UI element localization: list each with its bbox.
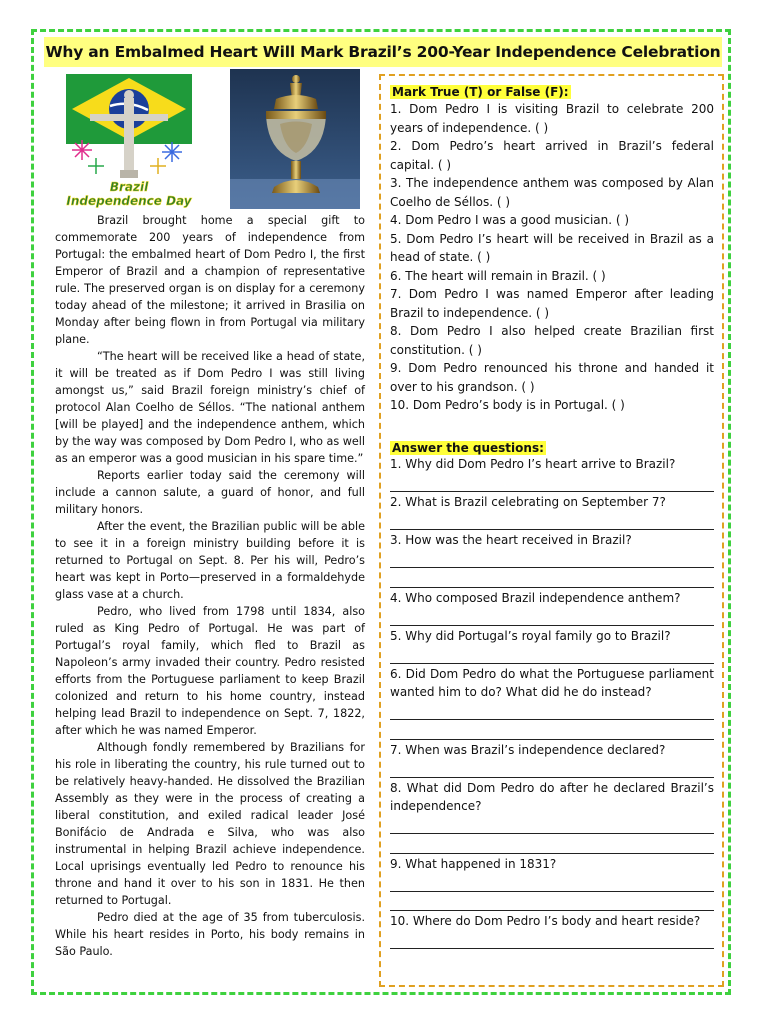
question-item	[390, 912, 714, 949]
question-item	[390, 665, 714, 740]
flag-caption-line2: Independence Day	[66, 194, 192, 208]
answer-line[interactable]	[390, 759, 714, 778]
true-false-list	[390, 100, 714, 415]
tf-item: 6. The heart will remain in Brazil. ( )	[390, 268, 606, 283]
article-paragraph: Pedro, who lived from 1798 until 1834, also ruled as King Pedro of Portugal. He was part of Portugal’s royal family, which fled to Brazil as Napoleon’s army invaded their country. Pedro resisted efforts from the Portuguese parliament to keep Brazil colonized and return to his home country, instead helping lead Brazil to independence on Sept. 7, 1822, after which he was named Emperor.	[55, 605, 365, 737]
article-paragraph: Pedro died at the age of 35 from tuberculosis. While his heart resides in Porto, his body remains in São Paulo.	[55, 911, 365, 958]
answer-line[interactable]	[390, 512, 714, 531]
answer-line[interactable]	[390, 721, 714, 740]
answer-line[interactable]	[390, 816, 714, 835]
question-item	[390, 779, 714, 854]
question-text: 7. When was Brazil’s independence declared?	[390, 742, 666, 757]
tf-item: 4. Dom Pedro I was a good musician. ( )	[390, 213, 630, 227]
answer-line[interactable]	[390, 835, 714, 854]
article-paragraph: Although fondly remembered by Brazilians for his role in liberating the country, his rule turned out to be relatively heavy-handed. He dissolved the Brazilian Assembly as they were in the process of creating a liberal constitution, and exiled radical leader José Bonifácio de Andrada e Silva, who was also instrumental in helping Brazil achieve independence. Local uprisings eventually led Pedro to renounce his throne and hand it over to his son in 1831. He then returned to Portugal.	[55, 741, 365, 907]
article-paragraph: Brazil brought home a special gift to commemorate 200 years of independence from Portugal: the embalmed heart of Dom Pedro I, the first Emperor of Brazil and a champion of representative rule. The preserved organ is on display for a ceremony today ahead of the milestone; it arrived in Brasilia on Monday after being flown in from Portugal via military plane.	[55, 214, 365, 346]
question-item	[390, 589, 714, 626]
question-text: 3. How was the heart received in Brazil?	[390, 533, 632, 547]
question-text: 8. What did Dom Pedro do after he declared Brazil’s independence?	[390, 780, 714, 813]
question-text: 2. What is Brazil celebrating on September 7?	[390, 495, 666, 509]
questions-heading: Answer the questions:	[392, 441, 544, 455]
tf-item: 9. Dom Pedro renounced his throne and handed it over to his grandson. ( )	[390, 361, 714, 394]
flag-caption-line1: Brazil	[109, 180, 149, 194]
article-paragraph: Reports earlier today said the ceremony will include a cannon salute, a guard of honor, and full military honors.	[55, 469, 365, 516]
tf-item: 8. Dom Pedro I also helped create Brazilian first constitution. ( )	[390, 324, 714, 357]
article-text	[55, 212, 365, 960]
question-item	[390, 455, 714, 492]
question-text: 5. Why did Portugal’s royal family go to Brazil?	[390, 628, 671, 643]
answer-line[interactable]	[390, 645, 714, 664]
answer-line[interactable]	[390, 873, 714, 892]
question-text: 10. Where do Dom Pedro I’s body and heart reside?	[390, 914, 701, 928]
true-false-heading: Mark True (T) or False (F):	[392, 85, 569, 99]
question-item	[390, 493, 714, 530]
answer-line[interactable]	[390, 607, 714, 626]
tf-item: 1. Dom Pedro I is visiting Brazil to celebrate 200 years of independence. ( )	[390, 102, 714, 135]
answer-line[interactable]	[390, 569, 714, 588]
worksheet-title: Why an Embalmed Heart Will Mark Brazil’s 200-Year Independence Celebration	[44, 37, 722, 67]
answer-line[interactable]	[390, 702, 714, 721]
tf-item: 2. Dom Pedro’s heart arrived in Brazil’s federal capital. ( )	[390, 139, 714, 172]
tf-item: 10. Dom Pedro’s body is in Portugal. ( )	[390, 398, 625, 412]
tf-item: 7. Dom Pedro I was named Emperor after leading Brazil to independence. ( )	[390, 287, 714, 320]
question-text: 1. Why did Dom Pedro I’s heart arrive to Brazil?	[390, 457, 676, 471]
question-item	[390, 855, 714, 912]
question-text: 6. Did Dom Pedro do what the Portuguese parliament wanted him to do? What did he do instead?	[390, 666, 714, 699]
answer-line[interactable]	[390, 474, 714, 493]
brazil-independence-day-image	[60, 70, 198, 210]
answer-line[interactable]	[390, 893, 714, 912]
question-item	[390, 627, 714, 664]
question-text: 4. Who composed Brazil independence anthem?	[390, 590, 681, 605]
questions-list	[390, 455, 714, 950]
question-text: 9. What happened in 1831?	[390, 856, 557, 871]
heart-urn-photo	[230, 69, 360, 209]
tf-item: 3. The independence anthem was composed by Alan Coelho de Séllos. ( )	[390, 176, 714, 209]
question-item	[390, 531, 714, 588]
article-paragraph: After the event, the Brazilian public will be able to see it in a foreign ministry building before it is returned to Portugal on Sept. 8. Per his will, Pedro’s heart was kept in Porto—preserved in a formaldehyde glass vase at a church.	[55, 520, 365, 601]
answer-line[interactable]	[390, 550, 714, 569]
tf-item: 5. Dom Pedro I’s heart will be received in Brazil as a head of state. ( )	[390, 231, 714, 264]
article-paragraph: “The heart will be received like a head of state, it will be treated as if Dom Pedro I was still living amongst us,” said Brazil foreign ministry’s chief of protocol Alan Coelho de Séllos. “The national anthem [will be played] and the independence anthem, which by the way was composed by Dom Pedro I, who as well as an emperor was a good musician in his spare time.”	[55, 350, 365, 465]
question-item	[390, 741, 714, 778]
answer-line[interactable]	[390, 931, 714, 950]
